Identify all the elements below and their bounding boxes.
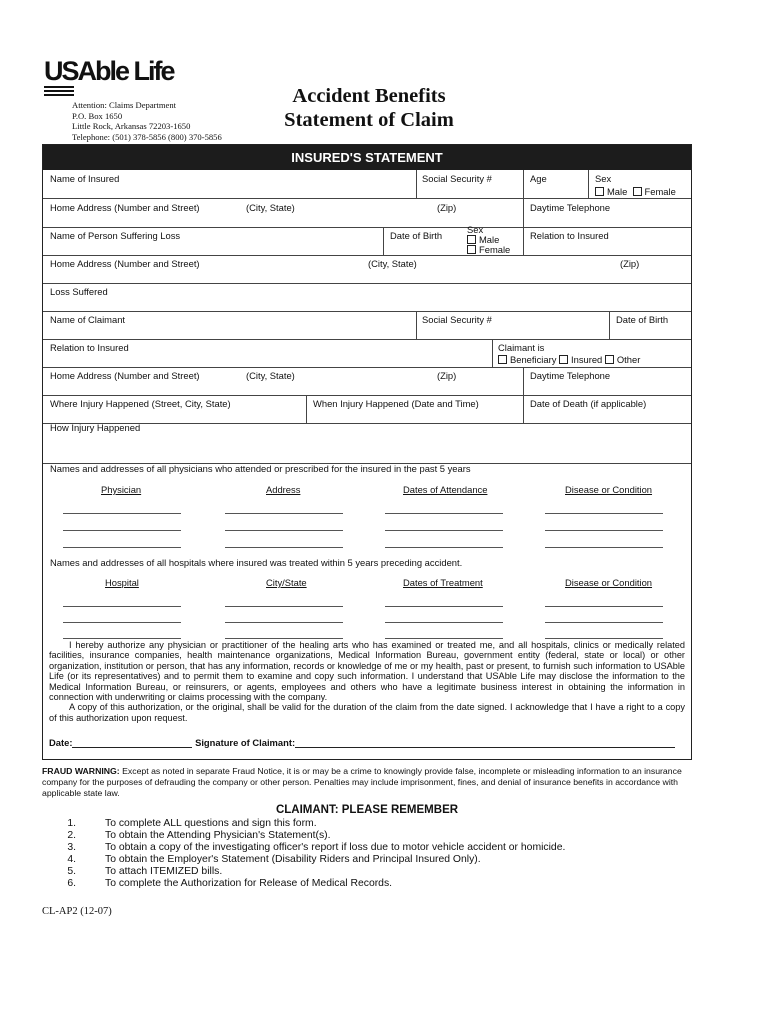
physician-entry-line[interactable] bbox=[63, 513, 181, 514]
when-injury-field[interactable]: When Injury Happened (Date and Time) bbox=[313, 398, 479, 409]
hospital-entry-line[interactable] bbox=[545, 622, 663, 623]
hospital-entry-line[interactable] bbox=[225, 622, 343, 623]
list-item-text: To complete the Authorization for Release of Medical Records. bbox=[105, 878, 393, 890]
list-item-text: To obtain a copy of the investigating officer's report if loss due to motor vehicle accident or homicide. bbox=[105, 842, 566, 854]
physicians-intro: Names and addresses of all physicians who attended or prescribed for the insured in the past 5 years bbox=[50, 463, 471, 474]
list-item-number: 6. bbox=[67, 878, 76, 890]
age-field[interactable]: Age bbox=[530, 173, 547, 184]
list-item-number: 3. bbox=[67, 842, 76, 854]
city-state-column: City/State bbox=[266, 577, 307, 588]
section-title: INSURED'S STATEMENT bbox=[43, 145, 691, 170]
dates-attendance-column: Dates of Attendance bbox=[403, 484, 488, 495]
home-address-field[interactable]: Home Address (Number and Street) bbox=[50, 202, 200, 213]
physician-entry-line[interactable] bbox=[225, 547, 343, 548]
title-line-2: Statement of Claim bbox=[284, 109, 454, 131]
list-item-text: To complete ALL questions and sign this form. bbox=[105, 818, 317, 829]
person-sex-options bbox=[467, 225, 510, 255]
date-of-death-field[interactable]: Date of Death (if applicable) bbox=[530, 398, 647, 409]
list-item-number: 2. bbox=[67, 830, 76, 842]
list-item-number: 1. bbox=[67, 818, 76, 829]
insured-statement-form bbox=[42, 144, 692, 760]
claimant-signature-field[interactable] bbox=[295, 738, 675, 748]
physician-entry-line[interactable] bbox=[63, 530, 181, 531]
female-checkbox[interactable] bbox=[467, 245, 476, 254]
physician-entry-line[interactable] bbox=[545, 530, 663, 531]
physician-entry-line[interactable] bbox=[385, 547, 503, 548]
beneficiary-checkbox[interactable] bbox=[498, 355, 507, 364]
female-checkbox[interactable] bbox=[633, 187, 642, 196]
hospitals-intro: Names and addresses of all hospitals where insured was treated within 5 years preceding accident. bbox=[50, 557, 463, 568]
hospital-column: Hospital bbox=[105, 577, 139, 588]
title-line-1: Accident Benefits bbox=[292, 85, 446, 107]
daytime-telephone-field[interactable]: Daytime Telephone bbox=[530, 202, 611, 213]
disease-condition-column: Disease or Condition bbox=[565, 484, 653, 495]
zip-label: (Zip) bbox=[437, 370, 457, 381]
list-item bbox=[58, 818, 565, 830]
physician-entry-line[interactable] bbox=[385, 513, 503, 514]
physician-entry-line[interactable] bbox=[225, 530, 343, 531]
other-checkbox[interactable] bbox=[605, 355, 614, 364]
hospital-entry-line[interactable] bbox=[63, 606, 181, 607]
claimant-date-of-birth-field[interactable]: Date of Birth bbox=[616, 314, 669, 325]
list-item-text: To attach ITEMIZED bills. bbox=[105, 866, 223, 878]
hospital-entry-line[interactable] bbox=[545, 638, 663, 639]
authorization-copy-paragraph: A copy of this authorization, or the original, shall be valid for the duration of the claim from the date signed. I acknowledge that I have a right to a copy of this authorization upon request. bbox=[49, 702, 685, 723]
hospital-entry-line[interactable] bbox=[545, 606, 663, 607]
hospital-entry-line[interactable] bbox=[385, 606, 503, 607]
fraud-warning-text: Except as noted in separate Fraud Notice, it is or may be a crime to knowingly provide false, incomplete or misleading information to an insurance company for the purposes of defrauding the company or other person. Penalties may include imprisonment, fines, and denial of insurance benefits in accordance with applicable state law. bbox=[42, 766, 682, 798]
logo-stripes bbox=[44, 86, 74, 98]
hospital-entry-line[interactable] bbox=[63, 638, 181, 639]
date-of-birth-field[interactable]: Date of Birth bbox=[390, 230, 443, 241]
name-of-claimant-field[interactable]: Name of Claimant bbox=[50, 314, 126, 325]
date-label: Date: bbox=[49, 737, 73, 748]
signature-label: Signature of Claimant: bbox=[195, 737, 296, 748]
other-label: Other bbox=[616, 354, 641, 365]
list-item bbox=[58, 842, 565, 854]
claimant-telephone-field[interactable]: Daytime Telephone bbox=[530, 370, 611, 381]
authorization-text bbox=[49, 640, 685, 723]
claimant-is-label: Claimant is bbox=[498, 342, 545, 353]
hospital-entry-line[interactable] bbox=[385, 638, 503, 639]
physician-column: Physician bbox=[101, 484, 142, 495]
physician-entry-line[interactable] bbox=[545, 547, 663, 548]
male-label: Male bbox=[479, 234, 500, 245]
beneficiary-label: Beneficiary bbox=[510, 354, 557, 365]
list-item bbox=[58, 854, 565, 866]
claimant-home-address-field[interactable]: Home Address (Number and Street) bbox=[50, 370, 200, 381]
female-label: Female bbox=[644, 186, 676, 197]
remember-list bbox=[58, 818, 565, 891]
signature-row bbox=[49, 737, 675, 748]
address-line: P.O. Box 1650 bbox=[72, 110, 123, 121]
physician-entry-line[interactable] bbox=[225, 513, 343, 514]
physician-entry-line[interactable] bbox=[545, 513, 663, 514]
list-item bbox=[58, 878, 565, 890]
insured-label: Insured bbox=[571, 354, 603, 365]
insured-sex-options bbox=[595, 186, 676, 197]
person-suffering-loss-field[interactable]: Name of Person Suffering Loss bbox=[50, 230, 181, 241]
list-item-number: 4. bbox=[67, 854, 76, 866]
remember-title: CLAIMANT: PLEASE REMEMBER bbox=[275, 804, 459, 816]
home-address-field[interactable]: Home Address (Number and Street) bbox=[50, 258, 200, 269]
date-signature-field[interactable] bbox=[72, 738, 192, 748]
male-checkbox[interactable] bbox=[467, 235, 476, 244]
list-item bbox=[58, 830, 565, 842]
list-item bbox=[58, 866, 565, 878]
form-code: CL-AP2 (12-07) bbox=[42, 906, 112, 917]
list-item-text: To obtain the Employer's Statement (Disability Riders and Principal Insured Only). bbox=[105, 854, 481, 866]
loss-suffered-field[interactable]: Loss Suffered bbox=[50, 286, 108, 297]
city-state-label: (City, State) bbox=[246, 370, 295, 381]
fraud-warning bbox=[42, 766, 692, 799]
relation-to-insured-field[interactable]: Relation to Insured bbox=[530, 230, 609, 241]
city-state-label: (City, State) bbox=[246, 202, 295, 213]
insured-checkbox[interactable] bbox=[559, 355, 568, 364]
hospital-entry-line[interactable] bbox=[225, 638, 343, 639]
usable-life-logo: USAble Life bbox=[44, 56, 174, 86]
sex-label: Sex bbox=[595, 173, 612, 184]
male-label: Male bbox=[607, 186, 628, 197]
address-line: Little Rock, Arkansas 72203-1650 bbox=[72, 121, 191, 131]
name-of-insured-field[interactable]: Name of Insured bbox=[50, 173, 120, 184]
disease-condition-column: Disease or Condition bbox=[565, 577, 653, 588]
zip-label: (Zip) bbox=[437, 202, 457, 213]
claimant-relation-field[interactable]: Relation to Insured bbox=[50, 342, 129, 353]
city-state-label: (City, State) bbox=[368, 258, 417, 269]
list-item-text: To obtain the Attending Physician's Statement(s). bbox=[105, 830, 331, 842]
address-line: Attention: Claims Department bbox=[72, 100, 177, 110]
hospital-entry-line[interactable] bbox=[63, 622, 181, 623]
dates-treatment-column: Dates of Treatment bbox=[403, 577, 483, 588]
hospital-entry-line[interactable] bbox=[225, 606, 343, 607]
claimant-ssn-field[interactable]: Social Security # bbox=[422, 314, 492, 325]
how-injury-field[interactable]: How Injury Happened bbox=[50, 422, 141, 433]
claimant-type-options bbox=[498, 354, 640, 365]
company-address bbox=[72, 100, 222, 142]
where-injury-field[interactable]: Where Injury Happened (Street, City, State) bbox=[50, 398, 231, 409]
insured-ssn-field[interactable]: Social Security # bbox=[422, 173, 492, 184]
zip-label: (Zip) bbox=[620, 258, 640, 269]
male-checkbox[interactable] bbox=[595, 187, 604, 196]
fraud-warning-label: FRAUD WARNING: bbox=[42, 766, 120, 776]
address-column: Address bbox=[266, 484, 301, 495]
physician-entry-line[interactable] bbox=[63, 547, 181, 548]
address-line: Telephone: (501) 378-5856 (800) 370-5856 bbox=[72, 131, 222, 142]
form-title bbox=[250, 84, 488, 132]
hospital-entry-line[interactable] bbox=[385, 622, 503, 623]
female-label: Female bbox=[479, 244, 511, 255]
sex-label: Sex bbox=[467, 224, 484, 235]
authorization-paragraph: I hereby authorize any physician or practitioner of the healing arts who has examined or treated me, and all hospitals, clinics or medically related facilities, insurance companies, health maintenance organizations, Medical Information Bureau, government entity (federal, state or local) or other organization, institution or person, that has any information, records or knowledge of me or my health, past or present, to furnish such information to USAble Life (or its representatives) and to permit them to examine and copy such information. I understand that USAble Life may disclose the information to the Medical Information Bureau, or reinsurers, or agents, employees and others who have a legitimate business interest in obtaining the information in connection with underwriting or claims processing with the company. bbox=[49, 640, 685, 703]
physician-entry-line[interactable] bbox=[385, 530, 503, 531]
list-item-number: 5. bbox=[67, 866, 76, 878]
